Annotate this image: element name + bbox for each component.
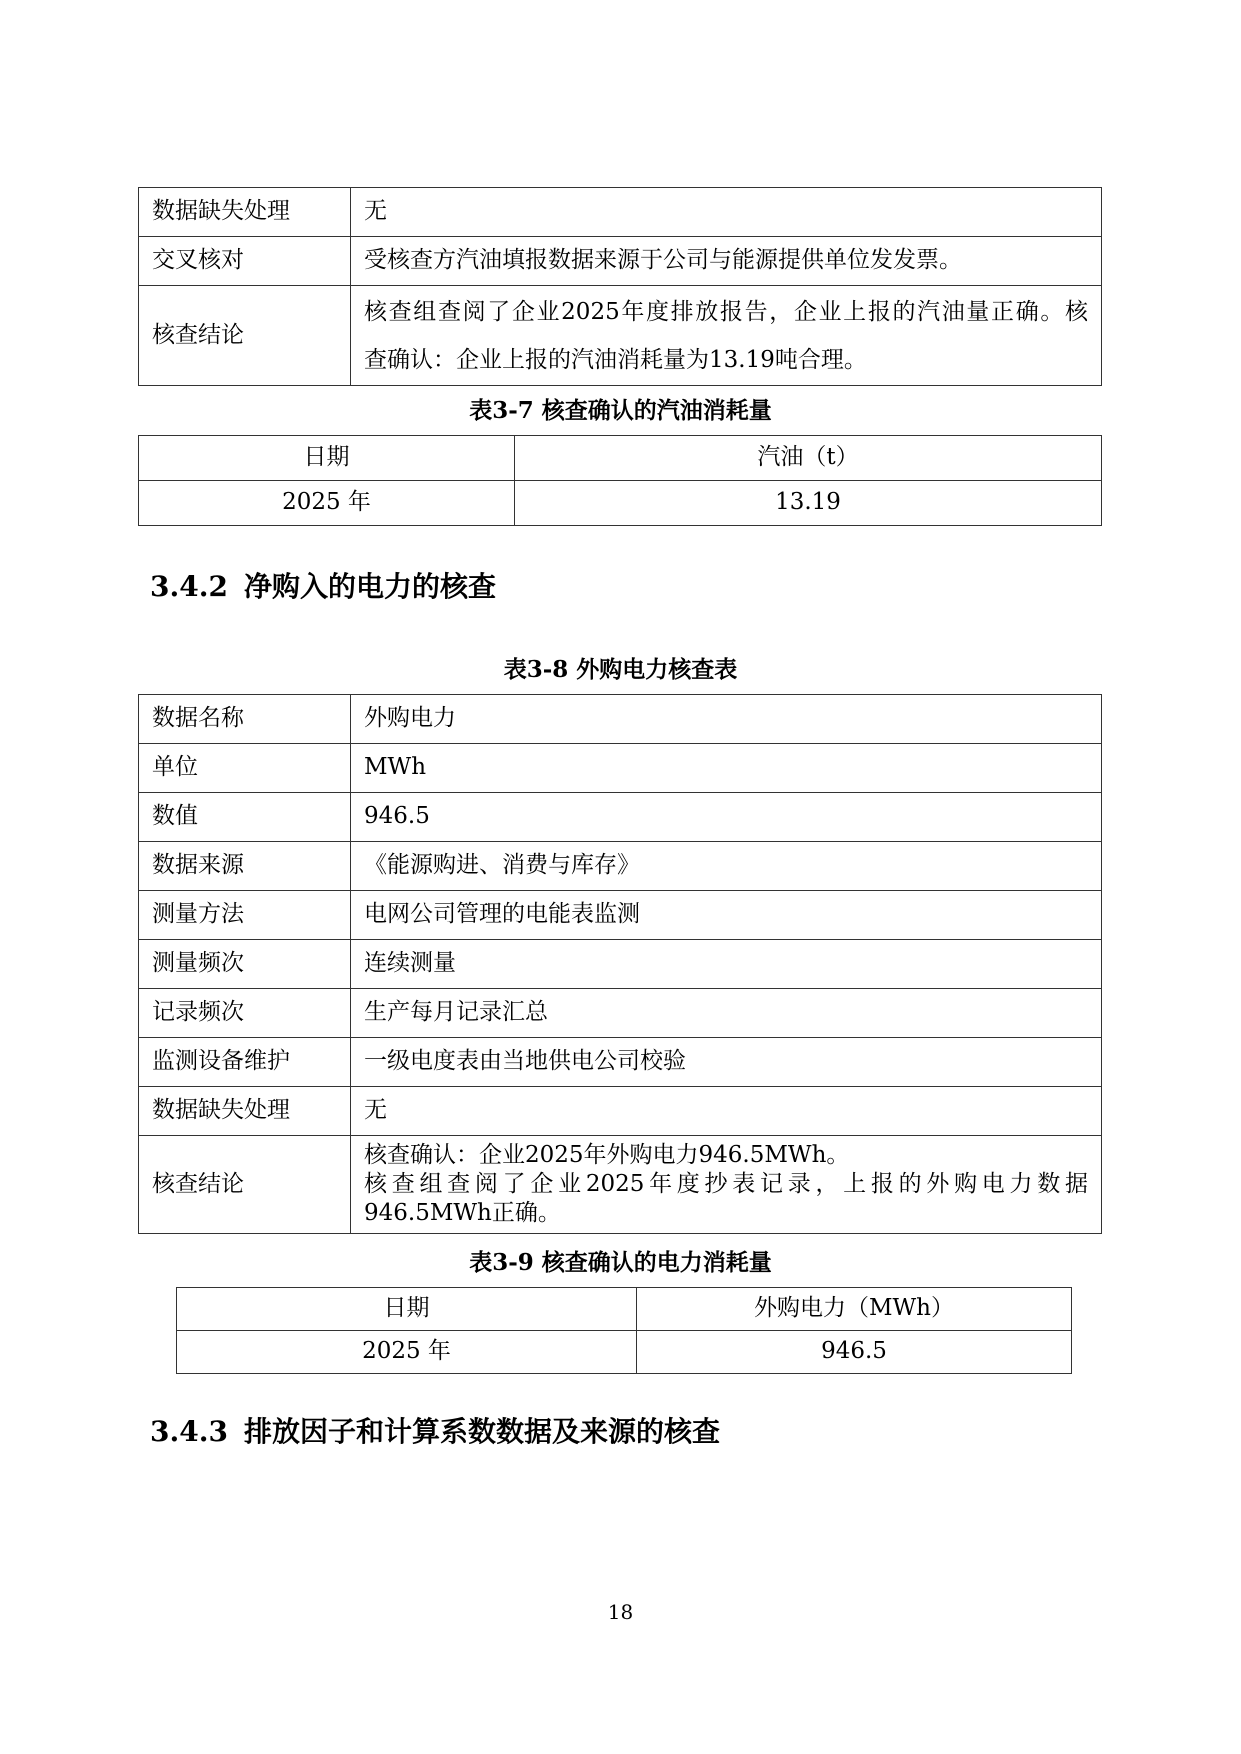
table-row: [139, 1136, 1102, 1234]
row-value: 无: [351, 188, 1102, 237]
section-number: 3.4.2: [150, 570, 228, 603]
table-caption: 表3-8 外购电力核查表: [503, 656, 738, 683]
electricity-consumption-table: [176, 1287, 1072, 1374]
table-cell: 946.5: [637, 1331, 1072, 1374]
row-value: 生产每月记录汇总: [351, 989, 1102, 1038]
section-number: 3.4.3: [150, 1415, 228, 1448]
table-row: [139, 842, 1102, 891]
table-header-row: [139, 436, 1102, 481]
table-header-row: [177, 1288, 1072, 1331]
row-value: 连续测量: [351, 940, 1102, 989]
table-row: [139, 286, 1102, 386]
section-title: 净购入的电力的核查: [243, 570, 496, 603]
table-row: [139, 1038, 1102, 1087]
electricity-check-table: [138, 694, 1102, 1234]
conclusion-line: 核查组查阅了企业2025年度抄表记录，上报的外购电力数据: [364, 1171, 1088, 1197]
table-row: [139, 891, 1102, 940]
section-heading: [150, 1414, 720, 1450]
row-value: [351, 1136, 1102, 1234]
table-row: [139, 940, 1102, 989]
row-label: 交叉核对: [139, 237, 351, 286]
row-label: 数值: [139, 793, 351, 842]
table-row: [139, 1087, 1102, 1136]
page-number: 18: [607, 1600, 634, 1624]
row-value: 受核查方汽油填报数据来源于公司与能源提供单位发发票。: [351, 237, 1102, 286]
table-row: [139, 237, 1102, 286]
table-cell: 13.19: [515, 481, 1102, 526]
row-label: 核查结论: [139, 286, 351, 386]
row-label: 数据缺失处理: [139, 188, 351, 237]
section-title: 排放因子和计算系数数据及来源的核查: [243, 1415, 720, 1448]
row-value: 一级电度表由当地供电公司校验: [351, 1038, 1102, 1087]
conclusion-line: 946.5MWh正确。: [364, 1200, 561, 1226]
row-value: 电网公司管理的电能表监测: [351, 891, 1102, 940]
table-row: [139, 695, 1102, 744]
gasoline-consumption-table: [138, 435, 1102, 526]
section-heading: [150, 569, 496, 605]
header-cell: 日期: [177, 1288, 637, 1331]
row-value: [351, 286, 1102, 386]
table-row: [139, 481, 1102, 526]
table-cell: 2025 年: [139, 481, 515, 526]
row-label: 监测设备维护: [139, 1038, 351, 1087]
row-label: 单位: [139, 744, 351, 793]
gasoline-check-table: [138, 187, 1102, 386]
conclusion-line: 核查确认：企业2025年外购电力946.5MWh。: [364, 1142, 850, 1168]
row-label: 测量频次: [139, 940, 351, 989]
conclusion-line: 查确认：企业上报的汽油消耗量为13.19吨合理。: [364, 346, 867, 373]
table-caption: 表3-9 核查确认的电力消耗量: [469, 1249, 772, 1276]
row-value: 外购电力: [351, 695, 1102, 744]
table-row: [139, 793, 1102, 842]
table-row: [177, 1331, 1072, 1374]
row-value: 946.5: [351, 793, 1102, 842]
row-label: 数据缺失处理: [139, 1087, 351, 1136]
header-cell: 汽油（t）: [515, 436, 1102, 481]
row-label: 核查结论: [139, 1136, 351, 1234]
header-cell: 外购电力（MWh）: [637, 1288, 1072, 1331]
row-label: 记录频次: [139, 989, 351, 1038]
table-row: [139, 188, 1102, 237]
row-value: 《能源购进、消费与库存》: [351, 842, 1102, 891]
row-label: 测量方法: [139, 891, 351, 940]
table-caption: 表3-7 核查确认的汽油消耗量: [469, 397, 772, 424]
table-row: [139, 989, 1102, 1038]
row-value: MWh: [351, 744, 1102, 793]
row-label: 数据来源: [139, 842, 351, 891]
row-value: 无: [351, 1087, 1102, 1136]
table-row: [139, 744, 1102, 793]
conclusion-line: 核查组查阅了企业2025年度排放报告，企业上报的汽油量正确。核: [364, 298, 1088, 325]
header-cell: 日期: [139, 436, 515, 481]
table-cell: 2025 年: [177, 1331, 637, 1374]
row-label: 数据名称: [139, 695, 351, 744]
